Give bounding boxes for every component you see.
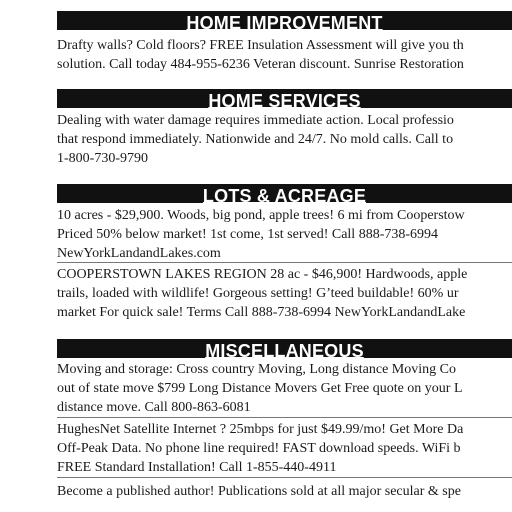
- ad-line: Become a published author! Publications sold at all major secular & spe: [57, 484, 461, 499]
- ad-water-damage: [57, 111, 512, 168]
- ad-line: market For quick sale! Terms Call 888-738-6994 NewYorkLandandLake: [57, 305, 466, 320]
- section-header-miscellaneous: MISCELLANEOUS: [57, 339, 512, 358]
- ad-10-acres: [57, 206, 512, 263]
- ad-cooperstown-lakes: [57, 265, 512, 322]
- ad-moving-storage: [57, 360, 512, 417]
- ad-line: NewYorkLandandLakes.com: [57, 246, 221, 261]
- ad-line: distance move. Call 800-863-6081: [57, 400, 251, 415]
- ad-insulation: [57, 36, 512, 74]
- ad-line: Off-Peak Data. No phone line required! FAST download speeds. WiFi b: [57, 441, 461, 456]
- section-header-home-improvement: HOME IMPROVEMENT: [57, 11, 512, 30]
- ad-hughesnet: [57, 420, 512, 477]
- ad-line: 10 acres - $29,900. Woods, big pond, apple trees! 6 mi from Cooperstow: [57, 208, 465, 223]
- ad-divider: [57, 262, 512, 263]
- section-header-lots-acreage: LOTS & ACREAGE: [57, 184, 512, 203]
- ad-line: that respond immediately. Nationwide and 24/7. No mold calls. Call to: [57, 132, 454, 147]
- ad-divider: [57, 417, 512, 418]
- ad-line: COOPERSTOWN LAKES REGION 28 ac - $46,900! Hardwoods, apple: [57, 267, 468, 282]
- ad-line: trails, loaded with wildlife! Gorgeous setting! G’teed buildable! 60% ur: [57, 286, 459, 301]
- ad-divider: [57, 477, 512, 478]
- ad-line: Dealing with water damage requires immediate action. Local professio: [57, 113, 454, 128]
- ad-line: out of state move $799 Long Distance Movers Get Free quote on your L: [57, 381, 463, 396]
- ad-line: 1-800-730-9790: [57, 151, 148, 166]
- ad-line: Moving and storage: Cross country Moving, Long distance Moving Co: [57, 362, 456, 377]
- ad-line: Drafty walls? Cold floors? FREE Insulation Assessment will give you th: [57, 38, 464, 53]
- ad-line: FREE Standard Installation! Call 1-855-440-4911: [57, 460, 337, 475]
- ad-line: Priced 50% below market! 1st come, 1st served! Call 888-738-6994: [57, 227, 439, 242]
- ad-published-author: [57, 482, 512, 501]
- section-header-home-services: HOME SERVICES: [57, 89, 512, 108]
- ad-line: solution. Call today 484-955-6236 Veteran discount. Sunrise Restoration: [57, 57, 464, 72]
- ad-line: HughesNet Satellite Internet ? 25mbps for just $49.99/mo! Get More Da: [57, 422, 464, 437]
